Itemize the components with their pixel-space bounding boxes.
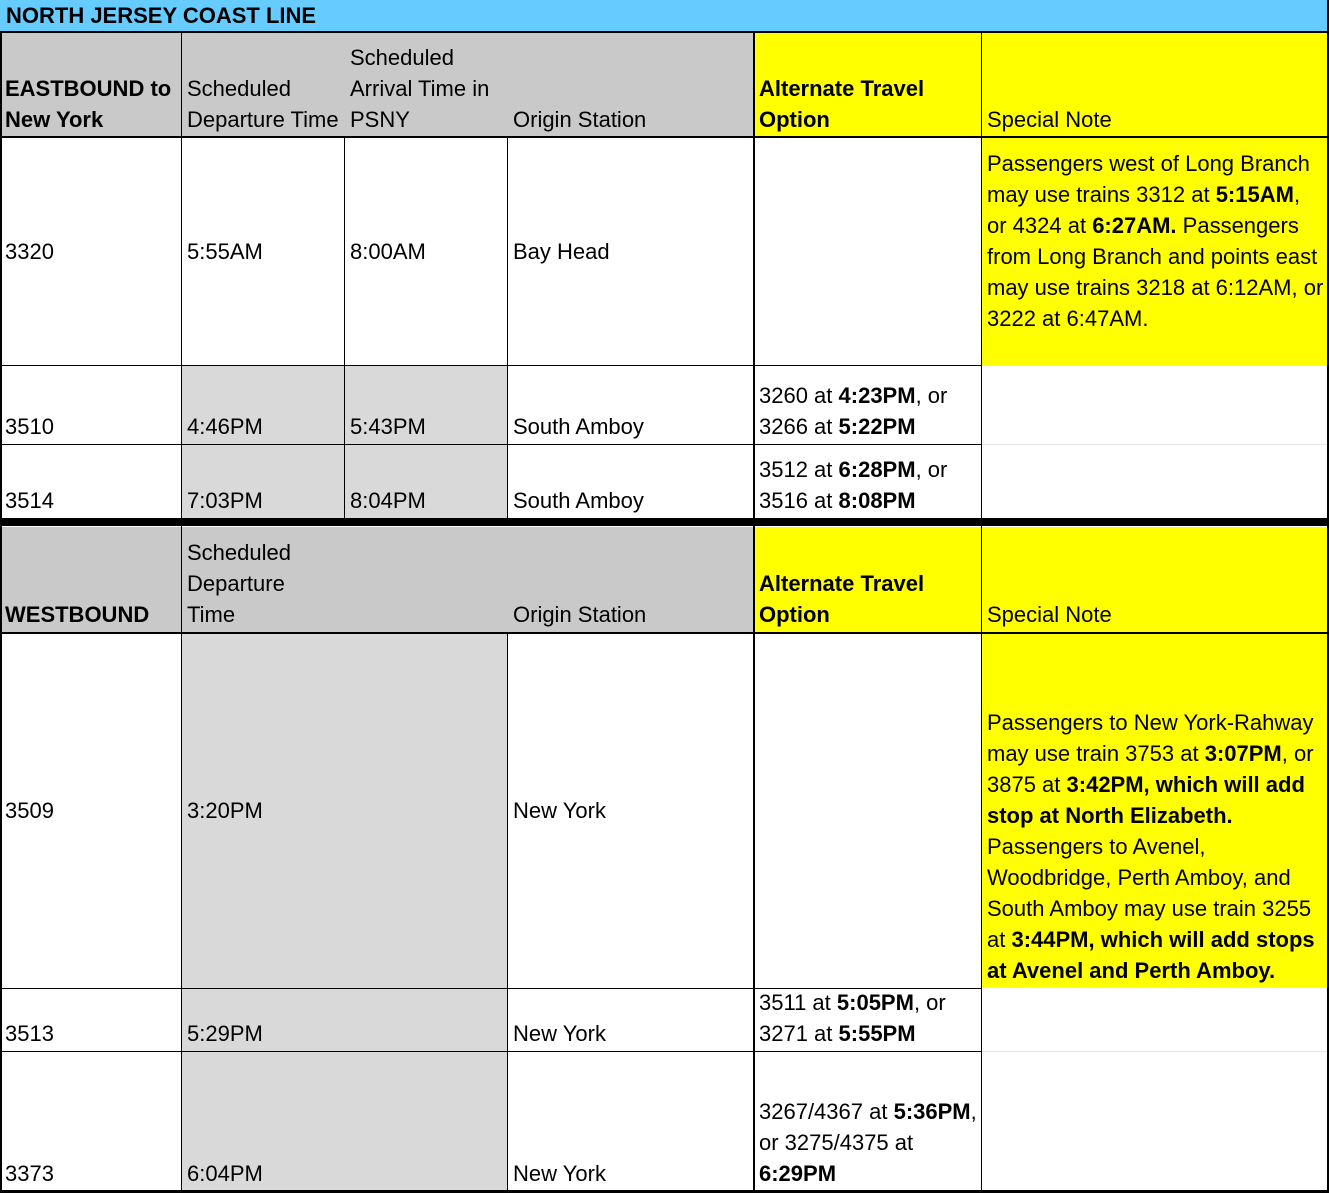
bold-text-run: 8:08PM (838, 488, 916, 513)
bold-text-run: 6:28PM (838, 457, 916, 482)
bold-text-run: 4:23PM (838, 383, 916, 408)
gridline (181, 32, 182, 1193)
gridline (0, 365, 982, 366)
bold-text-run: 3:44PM, which will add stops at Avenel and Perth Amboy. (987, 927, 1315, 983)
origin-station: Bay Head (513, 238, 610, 264)
bold-text-run: 3:42PM, which will add stop at North Elizabeth. (987, 772, 1305, 828)
westbound-note-header: Special Note (982, 527, 1329, 632)
rich-text (987, 148, 1325, 334)
gridline (507, 633, 508, 1193)
alternate-option (754, 988, 982, 1051)
origin-station: South Amboy (513, 488, 644, 513)
bold-text-run: 5:55PM (838, 1021, 916, 1046)
text-run: Passengers to Avenel, Woodbridge, Perth Amboy, and South Amboy may use train 3255 at (987, 834, 1312, 952)
gridline (0, 136, 1329, 138)
eastbound-origin-header: Origin Station (508, 33, 754, 137)
text-run: , or 4324 at (987, 182, 1301, 238)
special-note (982, 445, 1329, 518)
departure-time: 5:29PM (182, 988, 508, 1051)
text-run: , or 3266 at (759, 383, 948, 439)
westbound-departure-label: Scheduled Departure Time (187, 540, 291, 627)
train-number: 3513 (5, 1021, 54, 1046)
origin-station: South Amboy (513, 414, 644, 439)
origin-station: New York (513, 1021, 606, 1046)
departure-time: 3:20PM (182, 634, 508, 988)
alternate-option (754, 138, 982, 366)
rich-text (759, 380, 978, 442)
special-note (982, 366, 1329, 444)
gridline (0, 632, 1329, 634)
gridline (753, 32, 755, 1193)
text-run: Passengers to New York-Rahway may use train 3753 at (987, 710, 1314, 766)
text-run: , or 3275/4375 at (759, 1099, 977, 1155)
special-note (982, 1052, 1329, 1191)
train-number: 3509 (5, 797, 54, 823)
gridline (0, 988, 982, 989)
eastbound-alternate-header: Alternate Travel Option (754, 33, 982, 137)
bold-text-run: 5:36PM (893, 1099, 971, 1124)
line-title: NORTH JERSEY COAST LINE (0, 0, 1329, 32)
origin-station: New York (513, 797, 606, 823)
departure-time: 5:55AM (187, 238, 263, 264)
text-run: 3511 at (759, 990, 837, 1015)
special-note (982, 988, 1329, 1051)
gridline (507, 137, 508, 518)
departure-time: 4:46PM (182, 366, 345, 444)
alternate-option (754, 366, 982, 444)
bold-text-run: 6:27AM. (1092, 213, 1177, 238)
bold-text-run: 5:05PM (836, 990, 914, 1015)
gridline (0, 31, 1329, 33)
bold-text-run: 3:07PM (1204, 741, 1282, 766)
text-run: , or 3875 at (987, 741, 1314, 797)
rich-text (759, 988, 978, 1049)
bold-text-run: 5:15AM (1215, 182, 1294, 207)
text-run: , or 3516 at (759, 457, 948, 513)
rich-text (759, 1096, 978, 1189)
train-number: 3373 (5, 1161, 54, 1186)
westbound-direction-header: WESTBOUND (0, 527, 182, 632)
eastbound-note-header: Special Note (982, 33, 1329, 137)
gridline (0, 1051, 982, 1052)
section-divider (0, 518, 1329, 526)
eastbound-arrival-header: Scheduled Arrival Time in PSNY (345, 33, 508, 137)
cell-gridline (982, 1051, 1329, 1052)
text-run: Passengers west of Long Branch may use trains 3312 at (987, 151, 1310, 207)
rich-text (759, 454, 978, 516)
bold-text-run: 6:29PM (759, 1161, 837, 1186)
westbound-departure-header (182, 527, 508, 632)
text-run: Passengers from Long Branch and points east may use trains 3218 at 6:12AM, or 3222 at 6:47AM. (987, 213, 1324, 331)
cell-gridline (982, 444, 1329, 445)
westbound-alternate-header: Alternate Travel Option (754, 527, 982, 632)
alternate-option (754, 1052, 982, 1191)
arrival-time: 8:00AM (350, 238, 426, 264)
train-number: 3320 (5, 238, 54, 264)
gridline (0, 32, 2, 1193)
text-run: 3512 at (759, 457, 839, 482)
text-run: 3260 at (759, 383, 839, 408)
train-number: 3510 (5, 414, 54, 439)
text-run: 3267/4367 at (759, 1099, 894, 1124)
train-number: 3514 (5, 488, 54, 513)
special-note (982, 138, 1329, 366)
departure-time: 7:03PM (182, 445, 345, 518)
gridline (344, 137, 345, 518)
alternate-option (754, 445, 982, 518)
bold-text-run: 5:22PM (838, 414, 916, 439)
alternate-option (754, 634, 982, 988)
departure-time: 6:04PM (182, 1052, 508, 1191)
gridline (0, 444, 982, 445)
special-note (982, 634, 1329, 988)
gridline (981, 32, 982, 1193)
eastbound-departure-header: Scheduled Departure Time (182, 33, 345, 137)
arrival-time: 8:04PM (345, 445, 508, 518)
origin-station: New York (513, 1161, 606, 1186)
text-run: , or 3271 at (759, 990, 946, 1046)
rich-text (987, 707, 1325, 986)
eastbound-direction-header: EASTBOUND to New York (0, 33, 182, 137)
westbound-origin-header: Origin Station (508, 527, 754, 632)
arrival-time: 5:43PM (345, 366, 508, 444)
